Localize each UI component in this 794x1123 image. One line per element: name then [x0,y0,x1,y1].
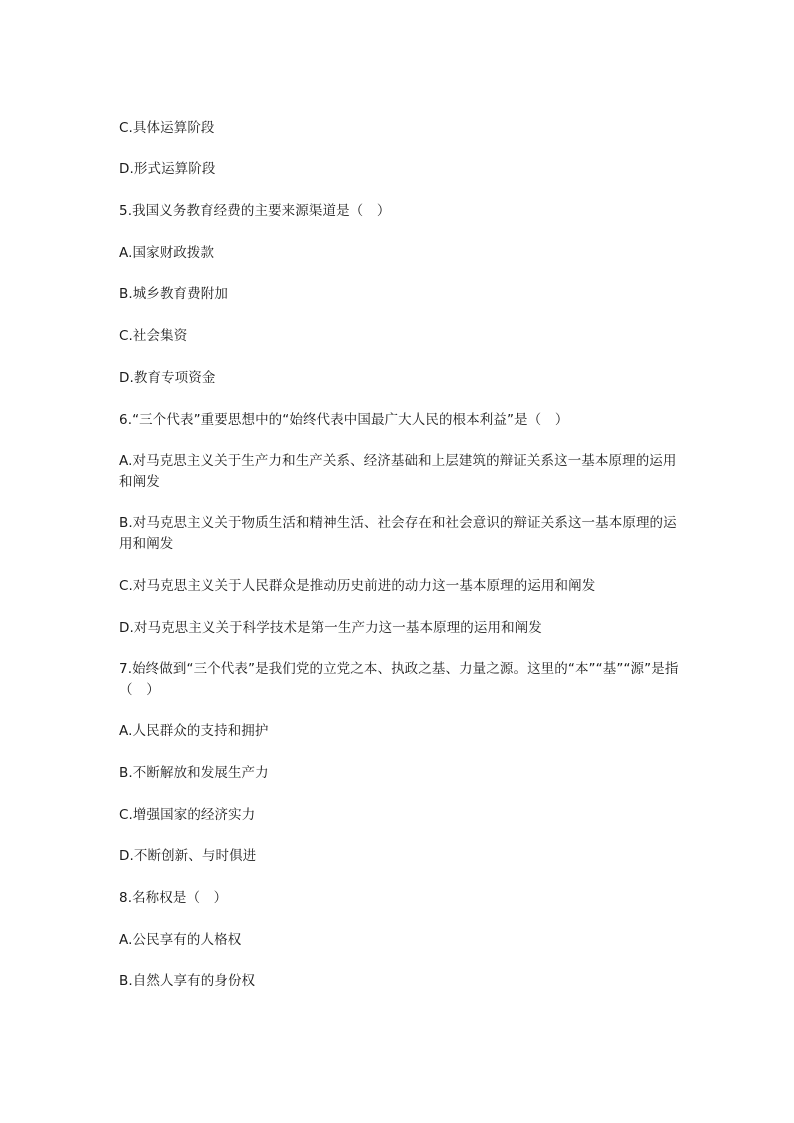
option-c-q4: C.具体运算阶段 [119,120,215,136]
option-c-q5: C.社会集资 [119,328,188,344]
option-d-q4: D.形式运算阶段 [119,161,216,177]
question-8: 8.名称权是（ ） [119,890,228,906]
option-b-q6: B.对马克思主义关于物质生活和精神生活、社会存在和社会意识的辩证关系这一基本原理的运用和阐发 [119,515,677,552]
option-c-q7: C.增强国家的经济实力 [119,807,256,823]
option-c-q6: C.对马克思主义关于人民群众是推动历史前进的动力这一基本原理的运用和阐发 [119,578,596,594]
option-a-q6: A.对马克思主义关于生产力和生产关系、经济基础和上层建筑的辩证关系这一基本原理的运用和阐发 [119,453,677,490]
option-d-q6: D.对马克思主义关于科学技术是第一生产力这一基本原理的运用和阐发 [119,620,542,636]
option-d-q5: D.教育专项资金 [119,370,216,386]
option-a-q5: A.国家财政拨款 [119,245,215,261]
option-d-q7: D.不断创新、与时俱进 [119,848,257,864]
question-7: 7.始终做到“三个代表”是我们党的立党之本、执政之基、力量之源。这里的“本”“基”“源”是指（ ） [119,661,679,698]
option-a-q7: A.人民群众的支持和拥护 [119,723,269,739]
option-b-q5: B.城乡教育费附加 [119,286,228,302]
option-b-q8: B.自然人享有的身份权 [119,973,256,989]
question-5: 5.我国义务教育经费的主要来源渠道是（ ） [119,203,391,219]
option-a-q8: A.公民享有的人格权 [119,932,242,948]
question-6: 6.“三个代表”重要思想中的“始终代表中国最广大人民的根本利益”是（ ） [119,412,569,428]
option-b-q7: B.不断解放和发展生产力 [119,765,269,781]
